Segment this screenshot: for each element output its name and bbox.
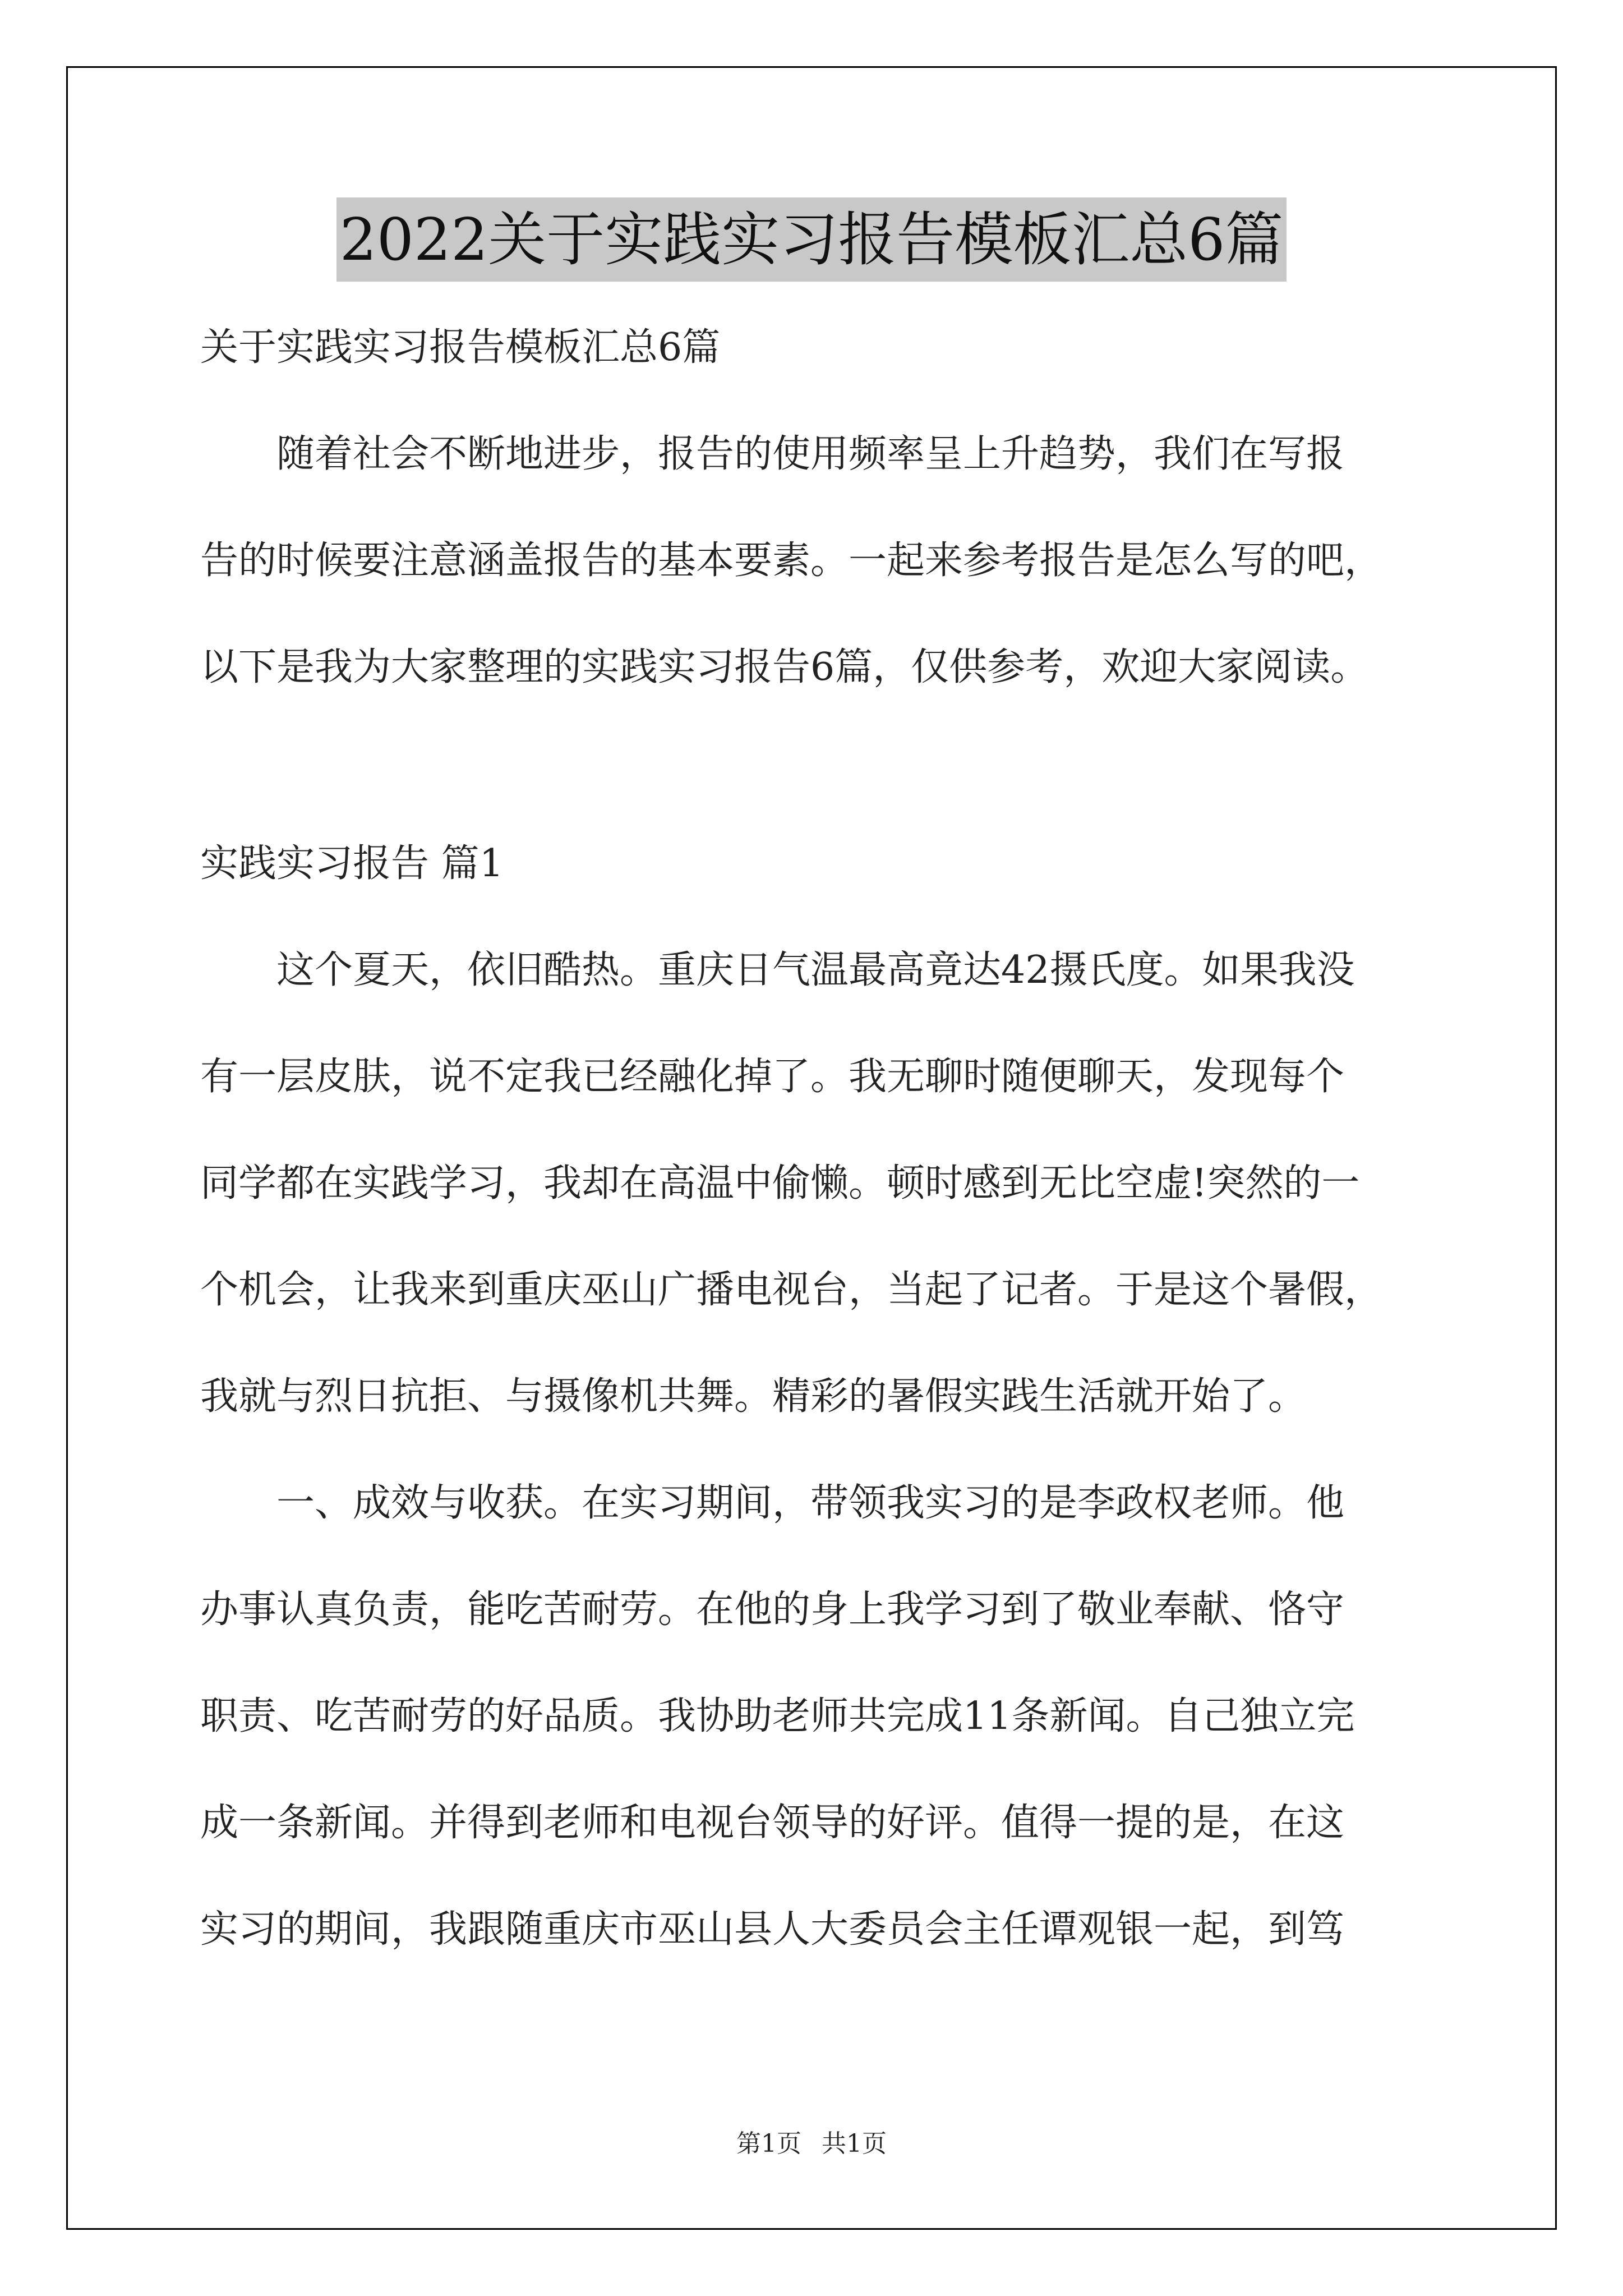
paragraph-line: 实习的期间，我跟随重庆市巫山县人大委员会主任谭观银一起，到笃	[200, 1907, 1345, 1952]
page-footer	[0, 2123, 1623, 2159]
page-number-total: 共1页	[822, 2129, 887, 2158]
paragraph-line: 职责、吃苦耐劳的好品质。我协助老师共完成11条新闻。自己独立完	[200, 1694, 1355, 1738]
paragraph-line: 办事认真负责，能吃苦耐劳。在他的身上我学习到了敬业奉献、恪守	[200, 1588, 1345, 1632]
document-title: 2022关于实践实习报告模板汇总6篇	[336, 197, 1287, 282]
section-gap	[200, 740, 1431, 830]
paragraph-line: 个机会，让我来到重庆巫山广播电视台，当起了记者。于是这个暑假，	[200, 1268, 1383, 1312]
section-heading: 实践实习报告 篇1	[200, 841, 504, 886]
document-subtitle: 关于实践实习报告模板汇总6篇	[200, 325, 721, 370]
paragraph-line: 同学都在实践学习，我却在高温中偷懒。顿时感到无比空虚!突然的一	[200, 1161, 1360, 1205]
intro-line: 随着社会不断地进步，报告的使用频率呈上升趋势，我们在写报	[200, 432, 1345, 476]
title-wrap	[0, 197, 1623, 282]
intro-line: 告的时候要注意涵盖报告的基本要素。一起来参考报告是怎么写的吧，	[200, 539, 1383, 583]
paragraph-line: 一、成效与收获。在实习期间，带领我实习的是李政权老师。他	[200, 1481, 1345, 1525]
document-body	[200, 314, 1431, 2003]
paragraph-line: 我就与烈日抗拒、与摄像机共舞。精彩的暑假实践生活就开始了。	[200, 1374, 1307, 1419]
paragraph-line: 这个夏天，依旧酷热。重庆日气温最高竟达42摄氏度。如果我没	[200, 948, 1355, 992]
page-number-current: 第1页	[736, 2129, 801, 2158]
intro-line: 以下是我为大家整理的实践实习报告6篇，仅供参考，欢迎大家阅读。	[200, 645, 1369, 689]
paragraph-line: 有一层皮肤，说不定我已经融化掉了。我无聊时随便聊天，发现每个	[200, 1055, 1345, 1099]
paragraph-line: 成一条新闻。并得到老师和电视台领导的好评。值得一提的是，在这	[200, 1801, 1345, 1845]
